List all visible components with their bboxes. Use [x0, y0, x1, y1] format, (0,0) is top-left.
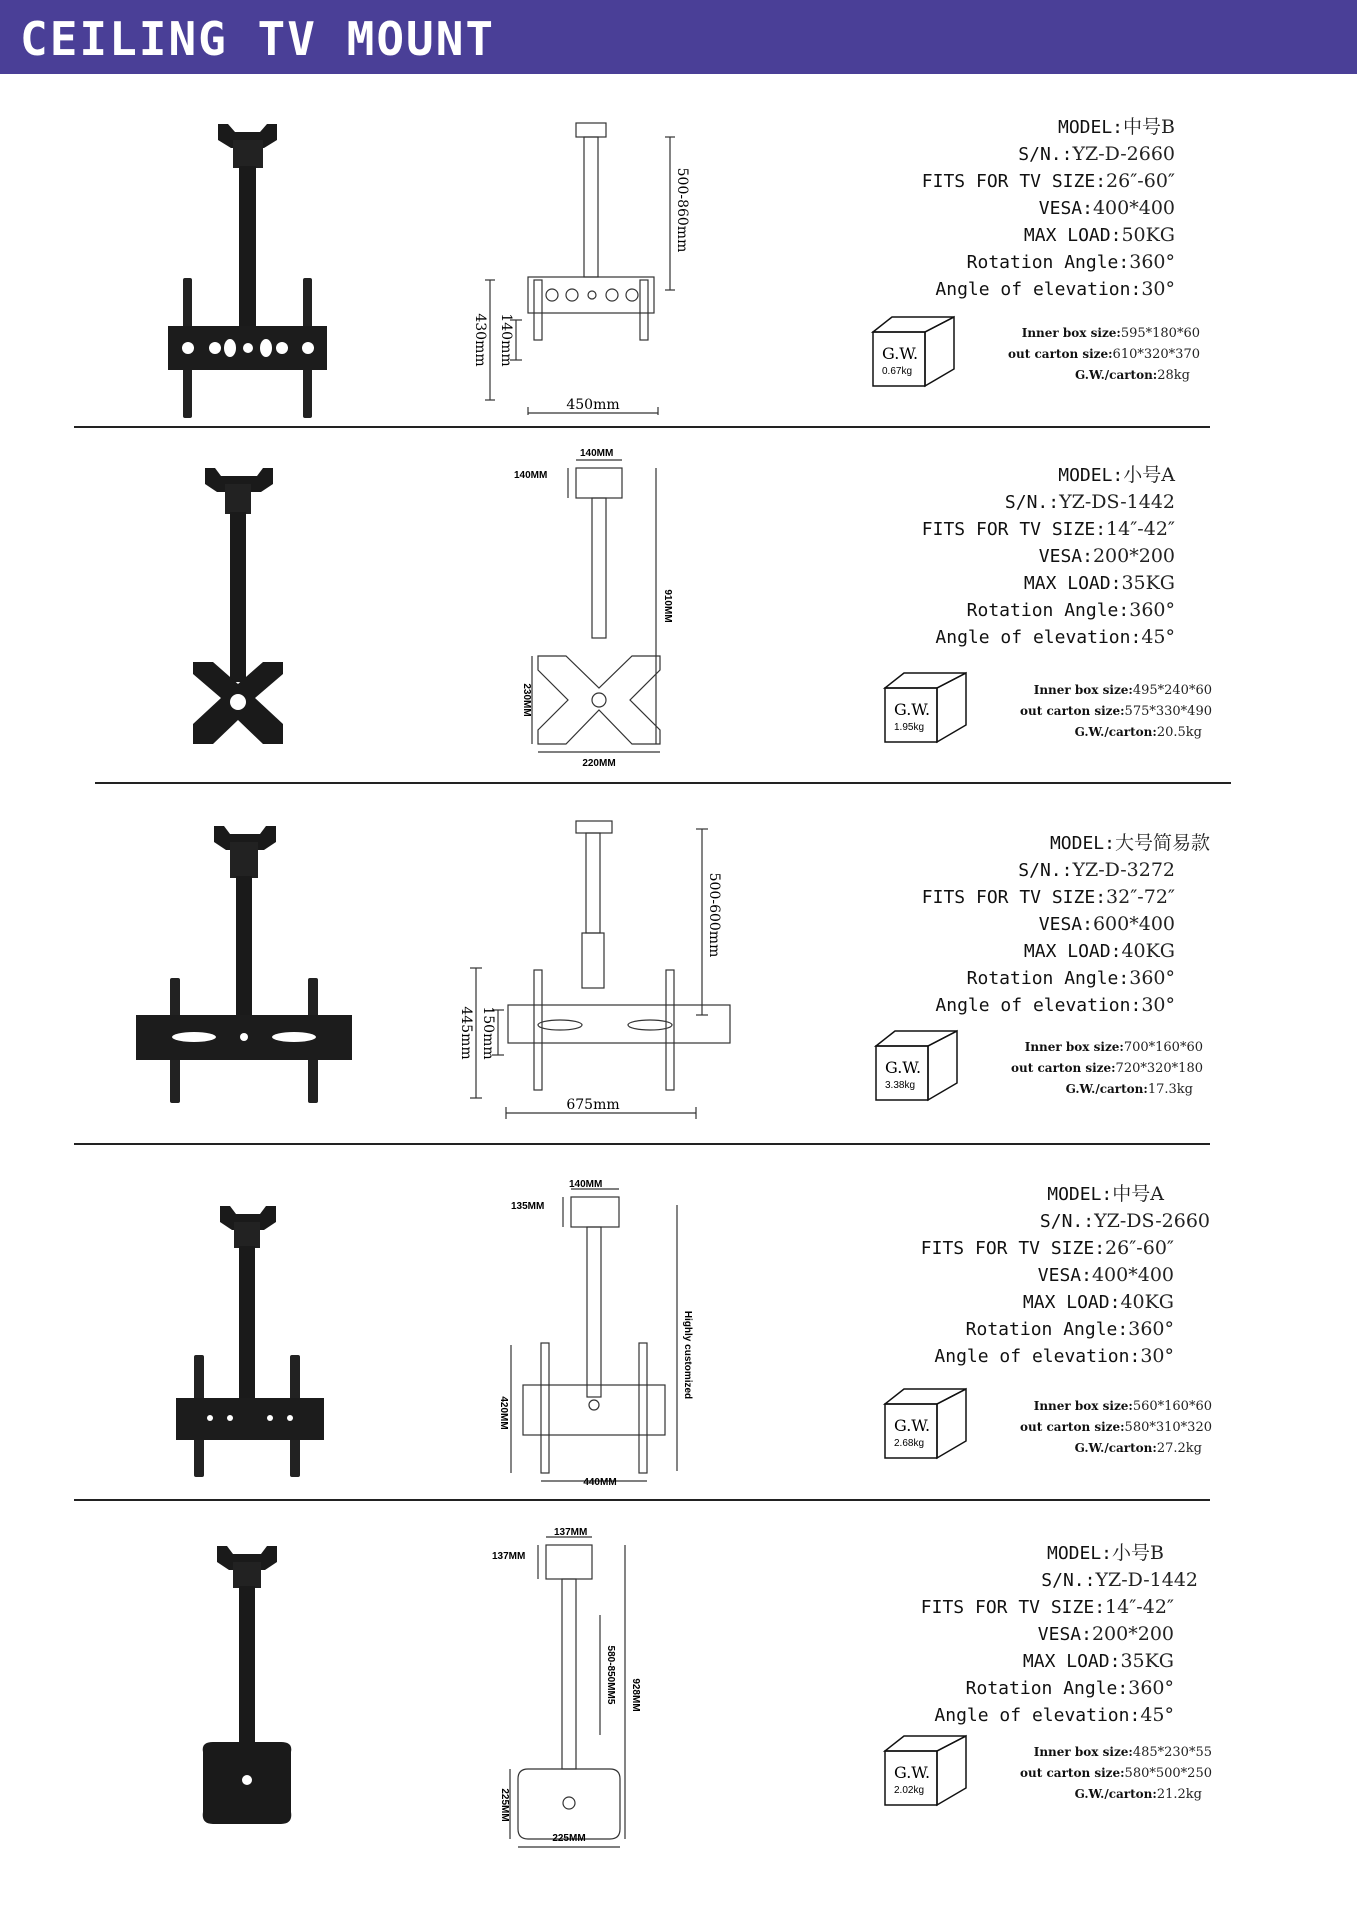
section-divider: [74, 1143, 1210, 1145]
product-drawing-4: [498, 1175, 705, 1495]
spec-model: MODEL:中号A: [1047, 1183, 1164, 1205]
spec-model: MODEL:小号B: [1047, 1542, 1164, 1564]
dim-height-5: 928MM: [630, 1678, 641, 1712]
dim-top-w-4: 140MM: [569, 1179, 603, 1190]
spec-max-load: MAX LOAD:35KG: [1022, 1650, 1174, 1672]
product-drawing-3: [460, 815, 730, 1125]
spec-rotation: Rotation Angle:360°: [966, 967, 1175, 989]
carton-box-icon: [882, 1733, 972, 1809]
gw-value: 2.02kg: [894, 1785, 925, 1796]
dim-top-h-4: 135MM: [511, 1201, 545, 1212]
spec-max-load: MAX LOAD:40KG: [1023, 940, 1175, 962]
gw-value: 3.38kg: [885, 1080, 916, 1091]
spec-model: MODEL:小号A: [1058, 464, 1175, 486]
dim-plate-w-4: 440MM: [583, 1477, 617, 1488]
page-title: CEILING TV MOUNT: [20, 12, 496, 66]
spec-fits: FITS FOR TV SIZE:32″-72″: [921, 886, 1175, 908]
product-drawing-2: [510, 448, 690, 770]
spec-fits: FITS FOR TV SIZE:26″-60″: [920, 1237, 1174, 1259]
dim-pole-5: 580-850MM5: [605, 1645, 616, 1705]
product-drawing-1: [460, 115, 700, 415]
dim-plate-w-2: 220MM: [582, 758, 616, 769]
section-divider: [74, 426, 1210, 428]
spec-elevation: Angle of elevation:30°: [935, 278, 1175, 300]
product-photo-3: [132, 820, 357, 1105]
dim-outer-1: 430mm: [472, 313, 488, 367]
packing-info-2: Inner box size:495*240*60 out carton size:575*330*490 G.W./carton:20.5kg: [1020, 683, 1212, 740]
spec-rotation: Rotation Angle:360°: [966, 251, 1175, 273]
spec-sn: S/N.:YZ-DS-1442: [1004, 491, 1175, 513]
dim-height-2: 910MM: [662, 589, 673, 623]
dim-plate-h-5: 225MM: [499, 1788, 510, 1822]
spec-max-load: MAX LOAD:40KG: [1022, 1291, 1174, 1313]
spec-list-2: [775, 462, 1175, 662]
dim-plate-w-5: 225MM: [552, 1833, 586, 1844]
gw-value: 0.67kg: [882, 366, 913, 377]
gw-label: G.W.: [894, 700, 931, 719]
spec-sn: S/N.:YZ-D-2660: [1018, 143, 1175, 165]
spec-vesa: VESA:400*400: [1037, 1264, 1174, 1286]
spec-vesa: VESA:400*400: [1038, 197, 1175, 219]
carton-box-icon: [882, 1386, 972, 1462]
gw-value: 1.95kg: [894, 722, 925, 733]
spec-list-4: [808, 1181, 1208, 1381]
spec-fits: FITS FOR TV SIZE:14″-42″: [921, 518, 1175, 540]
spec-elevation: Angle of elevation:30°: [934, 1345, 1174, 1367]
gw-label: G.W.: [894, 1763, 931, 1782]
packing-info-5: Inner box size:485*230*55 out carton size:580*500*250 G.W./carton:21.2kg: [1020, 1745, 1212, 1802]
dim-outer-3: 445mm: [458, 1006, 474, 1060]
spec-rotation: Rotation Angle:360°: [965, 1318, 1174, 1340]
spec-elevation: Angle of elevation:45°: [934, 1704, 1174, 1726]
dim-width-1: 450mm: [566, 397, 620, 413]
product-photo-2: [185, 462, 305, 752]
dim-top-h-2: 140MM: [514, 470, 548, 481]
spec-sn: S/N.:YZ-D-3272: [1018, 859, 1175, 881]
dim-width-3: 675mm: [566, 1097, 620, 1113]
packing-info-4: Inner box size:560*160*60 out carton size:580*310*320 G.W./carton:27.2kg: [1020, 1399, 1212, 1456]
spec-rotation: Rotation Angle:360°: [965, 1677, 1174, 1699]
dim-top-h-5: 137MM: [492, 1551, 526, 1562]
dim-inner-3: 150mm: [480, 1006, 496, 1060]
spec-vesa: VESA:200*200: [1037, 1623, 1174, 1645]
spec-elevation: Angle of elevation:45°: [935, 626, 1175, 648]
gw-label: G.W.: [894, 1416, 931, 1435]
dim-top-w-2: 140MM: [580, 448, 614, 459]
page-header: [0, 0, 1357, 74]
carton-box-icon: [882, 670, 972, 746]
spec-vesa: VESA:200*200: [1038, 545, 1175, 567]
dim-height-3: 500-600mm: [706, 872, 722, 958]
dim-height-1: 500-860mm: [674, 167, 690, 253]
gw-value: 2.68kg: [894, 1438, 925, 1449]
dim-inner-1: 140mm: [498, 313, 514, 367]
product-photo-1: [160, 118, 335, 423]
dim-top-w-5: 137MM: [554, 1527, 588, 1538]
spec-max-load: MAX LOAD:50KG: [1023, 224, 1175, 246]
carton-box-icon: [870, 314, 960, 390]
gw-label: G.W.: [882, 344, 919, 363]
spec-fits: FITS FOR TV SIZE:14″-42″: [920, 1596, 1174, 1618]
spec-fits: FITS FOR TV SIZE:26″-60″: [921, 170, 1175, 192]
spec-list-3: [810, 830, 1210, 1030]
spec-max-load: MAX LOAD:35KG: [1023, 572, 1175, 594]
spec-vesa: VESA:600*400: [1038, 913, 1175, 935]
carton-box-icon: [873, 1028, 963, 1104]
packing-info-1: Inner box size:595*180*60 out carton size:610*320*370 G.W./carton:28kg: [1008, 326, 1200, 383]
spec-model: MODEL:中号B: [1058, 116, 1175, 138]
section-divider: [74, 1499, 1210, 1501]
spec-sn: S/N.:YZ-DS-2660: [1039, 1210, 1210, 1232]
dim-plate-h-2: 230MM: [521, 683, 532, 717]
packing-info-3: Inner box size:700*160*60 out carton size:720*320*180 G.W./carton:17.3kg: [1011, 1040, 1203, 1097]
gw-label: G.W.: [885, 1058, 922, 1077]
product-photo-4: [170, 1200, 330, 1480]
dim-plate-h-4: 420MM: [498, 1396, 509, 1430]
dim-height-4: Highly customized: [682, 1310, 693, 1400]
spec-list-1: [775, 114, 1175, 314]
section-divider: [95, 782, 1231, 784]
product-drawing-5: [490, 1525, 690, 1855]
spec-rotation: Rotation Angle:360°: [966, 599, 1175, 621]
spec-list-5: [808, 1540, 1208, 1740]
spec-model: MODEL:大号简易款: [1049, 832, 1210, 854]
product-photo-5: [195, 1540, 305, 1830]
spec-sn: S/N.:YZ-D-1442: [1041, 1569, 1198, 1591]
spec-elevation: Angle of elevation:30°: [935, 994, 1175, 1016]
